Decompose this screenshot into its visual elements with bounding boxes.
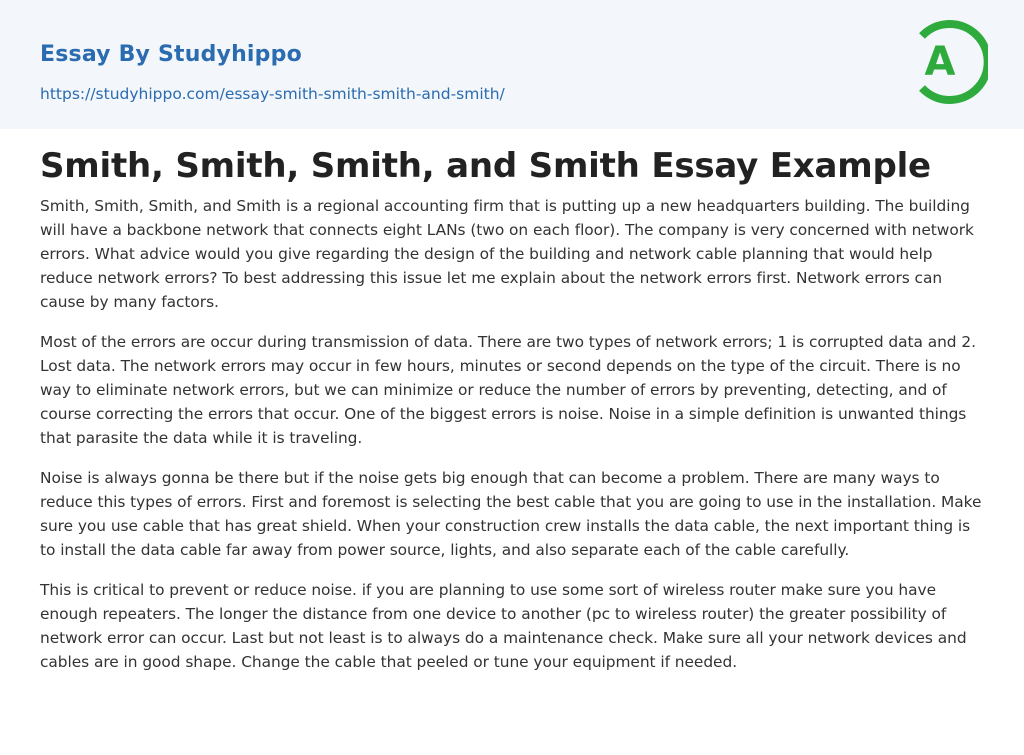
essay-body — [40, 194, 985, 690]
page-title: Smith, Smith, Smith, and Smith Essay Example — [40, 146, 931, 186]
essay-paragraph: Noise is always gonna be there but if the noise gets big enough that can become a problem. There are many ways to reduce this types of errors. First and foremost is selecting the best cable that you are going to use in the installation. Make sure you use cable that has great shield. When your construction crew installs the data cable, the next important thing is to install the data cable far away from power source, lights, and also separate each of the cable carefully. — [40, 469, 982, 559]
site-brand[interactable]: Essay By Studyhippo — [40, 42, 302, 67]
essay-paragraph: This is critical to prevent or reduce noise. if you are planning to use some sort of wireless router make sure you have enough repeaters. The longer the distance from one device to another (pc to wireless router) the greater possibility of network error can occur. Last but not least is to always do a maintenance check. Make sure all your network devices and cables are in good shape. Change the cable that peeled or tune your equipment if needed. — [40, 581, 967, 671]
studyhippo-logo-icon[interactable] — [910, 18, 988, 106]
essay-url-link[interactable]: https://studyhippo.com/essay-smith-smith-smith-and-smith/ — [40, 85, 505, 103]
site-header — [0, 0, 1024, 129]
essay-paragraph: Most of the errors are occur during transmission of data. There are two types of network errors; 1 is corrupted data and 2. Lost data. The network errors may occur in few hours, minutes or second depends on the type of the circuit. There is no way to eliminate network errors, but we can minimize or reduce the number of errors by preventing, detecting, and of course correcting the errors that occur. One of the biggest errors is noise. Noise in a simple definition is unwanted things that parasite the data while it is traveling. — [40, 333, 976, 447]
essay-paragraph: Smith, Smith, Smith, and Smith is a regional accounting firm that is putting up a new headquarters building. The building will have a backbone network that connects eight LANs (two on each floor). The company is very concerned with network errors. What advice would you give regarding the design of the building and network cable planning that would help reduce network errors? To best addressing this issue let me explain about the network errors first. Network errors can cause by many factors. — [40, 197, 974, 311]
logo-letter: A — [924, 39, 956, 85]
